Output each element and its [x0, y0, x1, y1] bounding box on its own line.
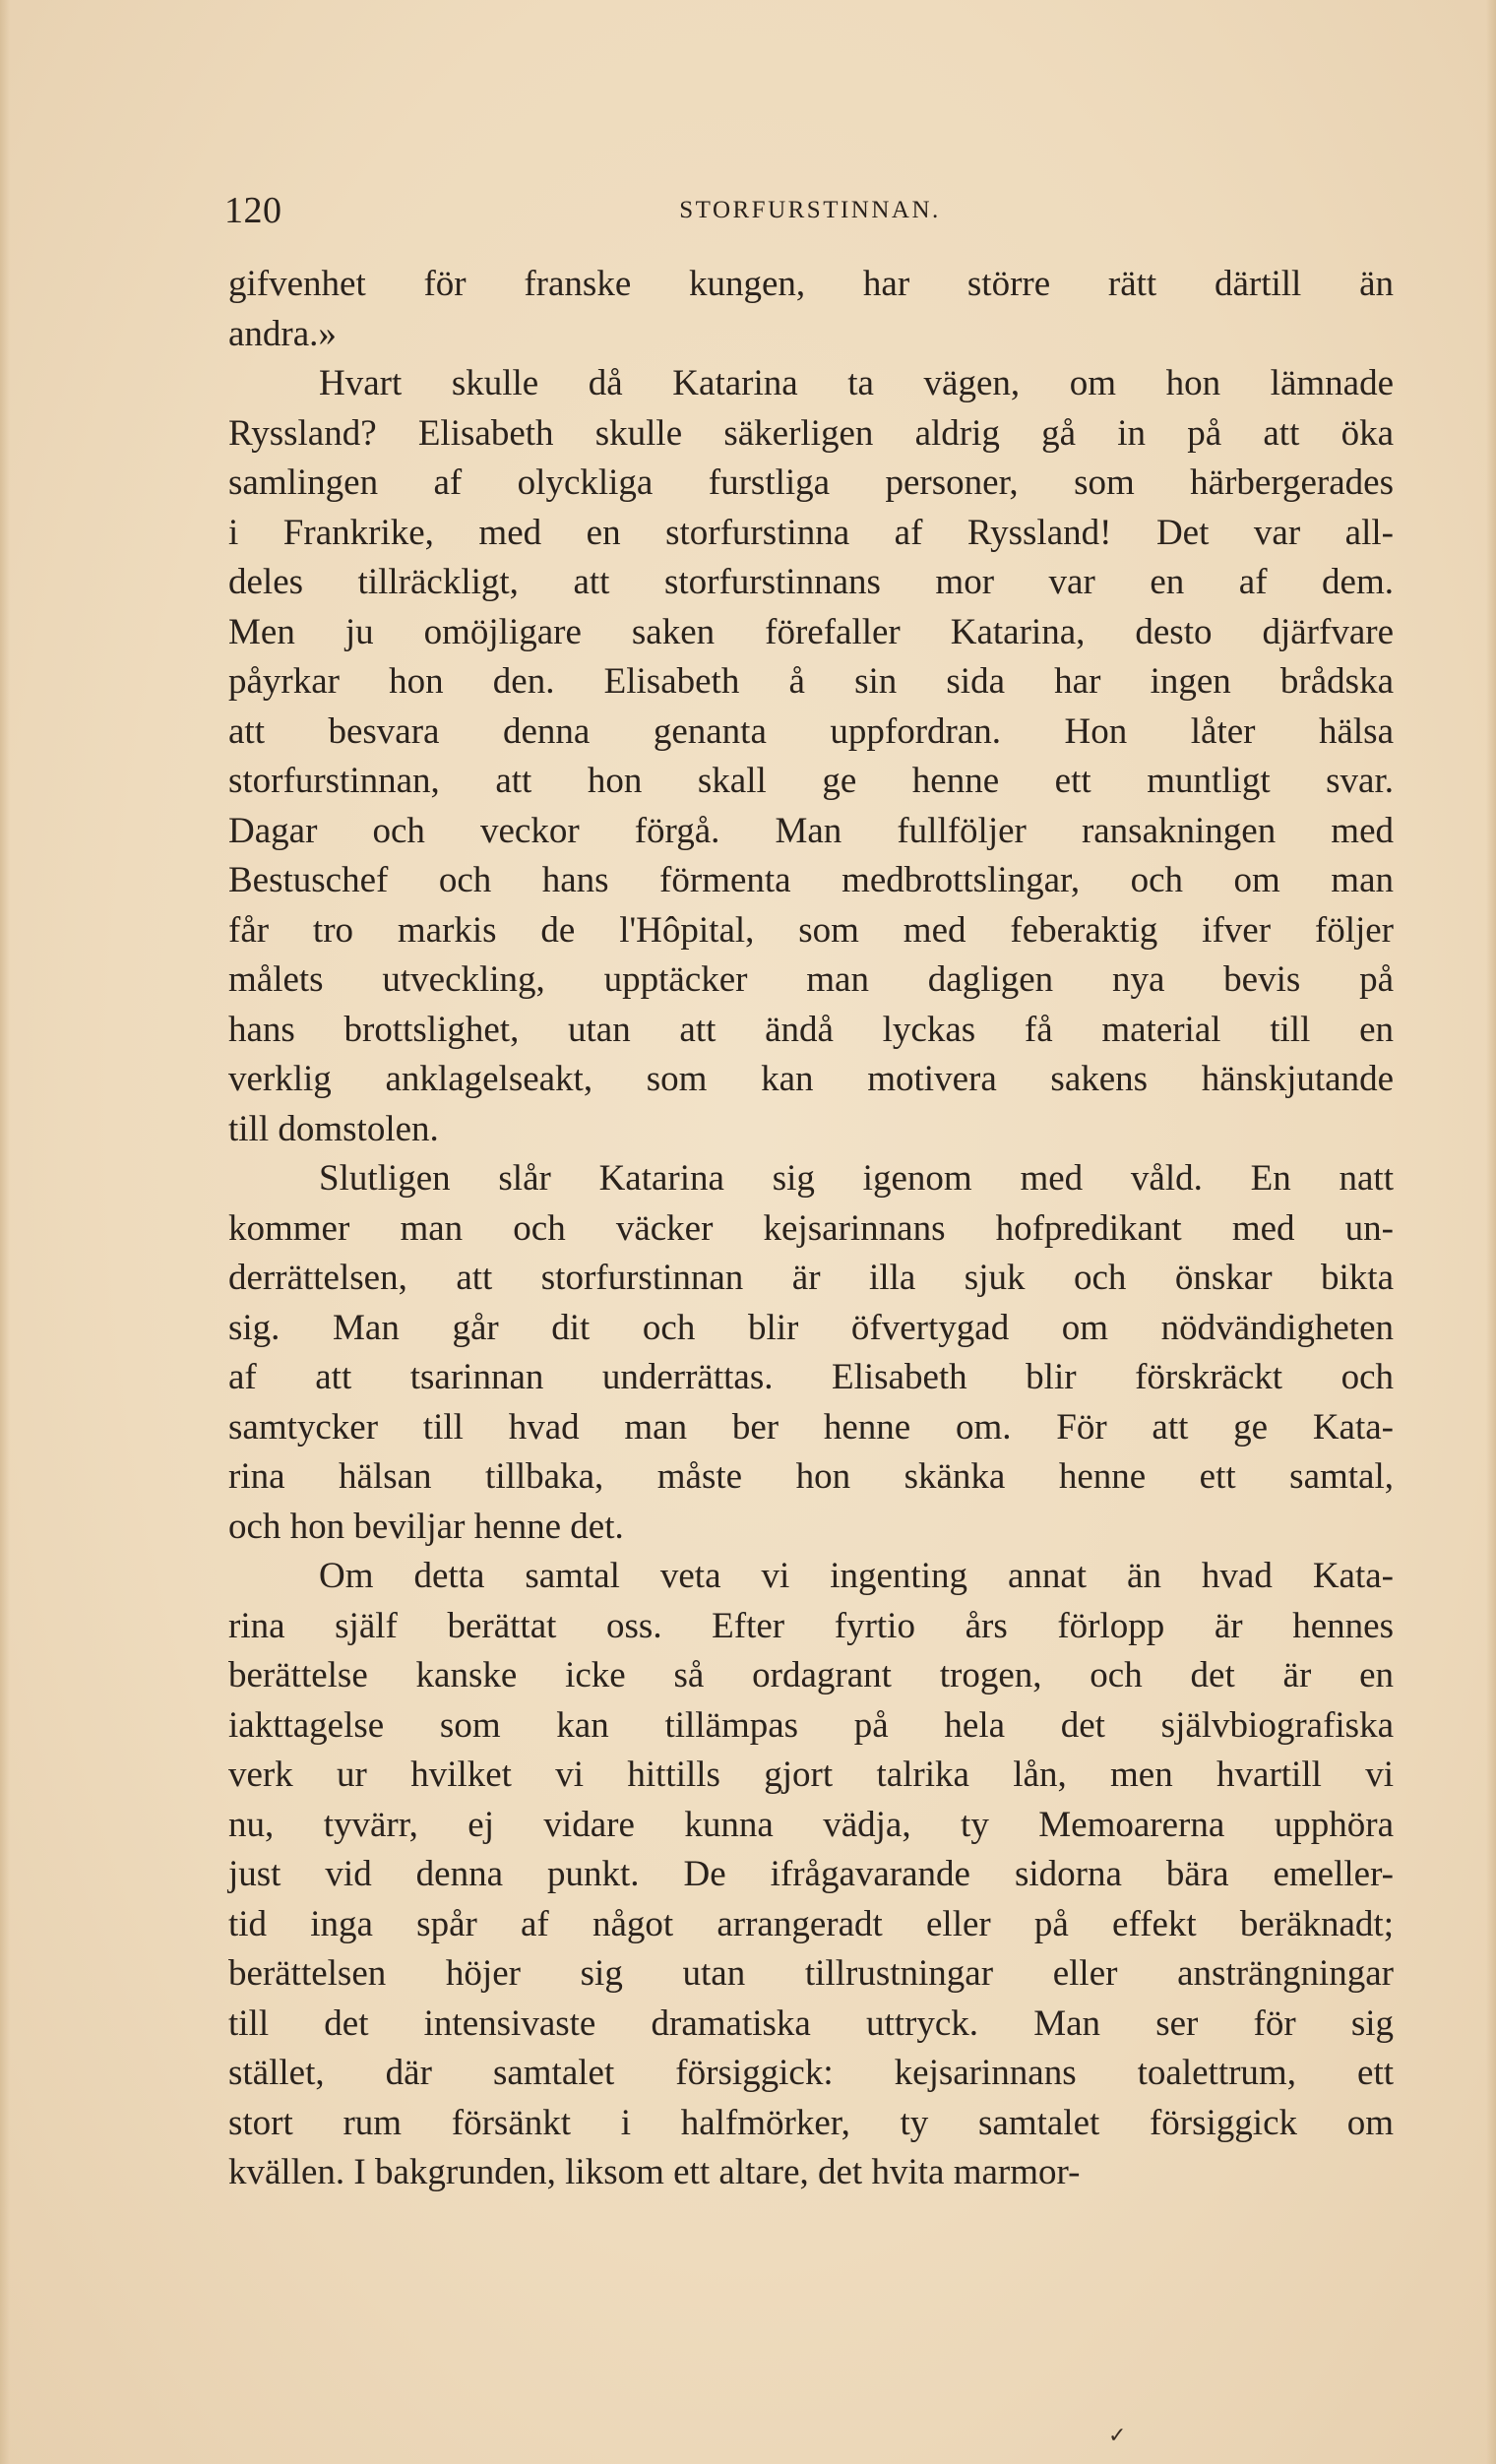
text-line: iakttagelse som kan tillämpas på hela det självbiografiska	[228, 1704, 1394, 1746]
text-line: just vid denna punkt. De ifrågavarande sidorna bära emeller-	[228, 1854, 1394, 1894]
body-text	[228, 260, 1394, 2198]
text-line: deles tillräckligt, att storfurstinnans mor var en af dem.	[228, 562, 1394, 602]
text-line: verklig anklagelseakt, som kan motivera sakens hänskjutande	[228, 1059, 1394, 1099]
text-line: Dagar och veckor förgå. Man fullföljer ransakningen med	[228, 810, 1394, 851]
text-line: Hvart skulle då Katarina ta vägen, om hon lämnade	[319, 363, 1394, 403]
text-line: till domstolen.	[228, 1108, 439, 1149]
page-edge-left	[0, 0, 10, 2464]
text-line: påyrkar hon den. Elisabeth å sin sida har ingen brådska	[228, 661, 1394, 702]
text-line: nu, tyvärr, ej vidare kunna vädja, ty Memoarerna upphöra	[228, 1804, 1394, 1845]
text-line: målets utveckling, upptäcker man dagligen nya bevis på	[228, 959, 1394, 1000]
text-line: berättelsen höjer sig utan tillrustningar eller ansträngningar	[228, 1953, 1394, 1994]
page-header	[224, 189, 1396, 238]
paragraph	[228, 260, 1394, 359]
text-line: gifvenhet för franske kungen, har större rätt därtill än	[228, 264, 1394, 304]
text-line: och hon beviljar henne det.	[228, 1506, 624, 1547]
text-line: sig. Man går dit och blir öfvertygad om nödvändigheten	[228, 1307, 1394, 1348]
text-line: verk ur hvilket vi hittills gjort talrika lån, men hvartill vi	[228, 1755, 1394, 1795]
text-line: rina själf berättat oss. Efter fyrtio års förlopp är hennes	[228, 1605, 1394, 1646]
text-line: tid inga spår af något arrangeradt eller på effekt beräknadt;	[228, 1903, 1394, 1944]
paragraph	[228, 1154, 1394, 1552]
text-line: samtycker till hvad man ber henne om. För att ge Kata-	[228, 1406, 1394, 1448]
text-line: i Frankrike, med en storfurstinna af Ryssland! Det var all-	[228, 512, 1394, 553]
text-line: att besvara denna genanta uppfordran. Hon låter hälsa	[228, 710, 1394, 752]
page-edge-right	[1486, 0, 1496, 2464]
text-line: Slutligen slår Katarina sig igenom med våld. En natt	[319, 1158, 1394, 1199]
text-line: Bestuschef och hans förmenta medbrottslingar, och om man	[228, 860, 1394, 900]
text-line: andra.»	[228, 313, 337, 354]
paragraph	[228, 1552, 1394, 2198]
text-line: derrättelsen, att storfurstinnan är illa sjuk och önskar bikta	[228, 1258, 1394, 1298]
text-line: hans brottslighet, utan att ändå lyckas få material till en	[228, 1009, 1394, 1050]
text-line: får tro markis de l'Hôpital, som med feberaktig ifver följer	[228, 909, 1394, 951]
text-line: stället, där samtalet försiggick: kejsarinnans toalettrum, ett	[228, 2053, 1394, 2093]
text-line: Om detta samtal veta vi ingenting annat än hvad Kata-	[319, 1556, 1394, 1596]
text-line: samlingen af olyckliga furstliga personer, som härbergerades	[228, 462, 1394, 503]
text-line: storfurstinnan, att hon skall ge henne ett muntligt svar.	[228, 761, 1394, 801]
text-line: af att tsarinnan underrättas. Elisabeth blir förskräckt och	[228, 1357, 1394, 1397]
text-line: kommer man och väcker kejsarinnans hofpredikant med un-	[228, 1207, 1394, 1249]
text-line: berättelse kanske icke så ordagrant trogen, och det är en	[228, 1655, 1394, 1695]
page-number: 120	[224, 190, 282, 231]
text-line: till det intensivaste dramatiska uttryck. Man ser för sig	[228, 2002, 1394, 2044]
ink-mark: ✓	[1108, 2423, 1127, 2447]
text-line: Men ju omöjligare saken förefaller Katarina, desto djärfvare	[228, 611, 1394, 652]
text-line: Ryssland? Elisabeth skulle säkerligen aldrig gå in på att öka	[228, 412, 1394, 454]
text-line: stort rum försänkt i halfmörker, ty samtalet försiggick om	[228, 2102, 1394, 2143]
running-head: STORFURSTINNAN.	[679, 197, 941, 223]
text-line: rina hälsan tillbaka, måste hon skänka henne ett samtal,	[228, 1456, 1394, 1497]
text-line: kvällen. I bakgrunden, liksom ett altare, det hvita marmor-	[228, 2152, 1081, 2192]
paragraph	[228, 359, 1394, 1154]
